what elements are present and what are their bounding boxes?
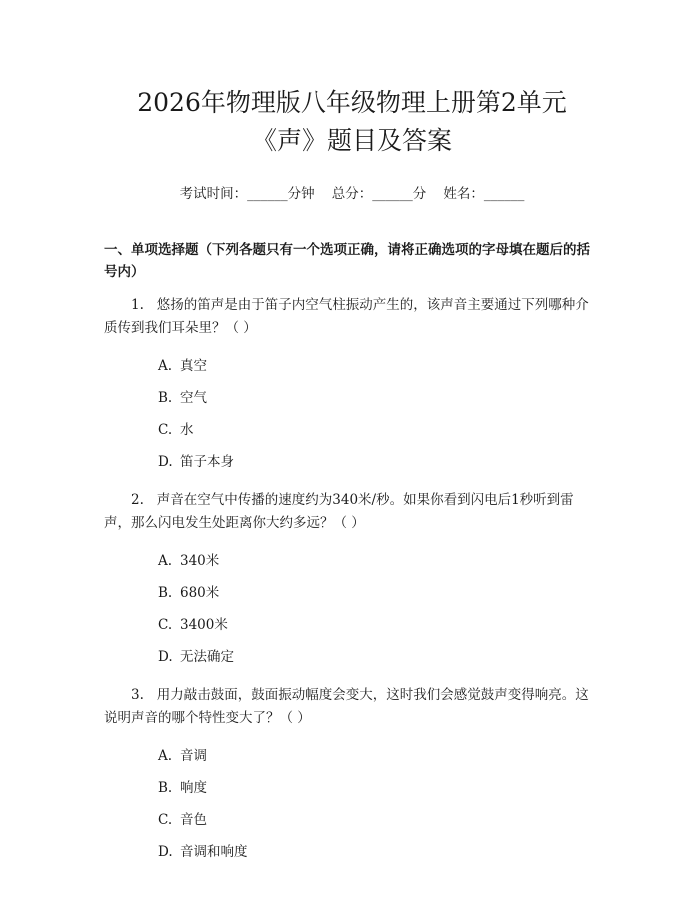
option-b [104, 382, 600, 414]
question-text [104, 684, 600, 730]
question-1 [104, 294, 600, 478]
option-c [104, 609, 600, 641]
option-a [104, 545, 600, 577]
option-text: 真空 [180, 358, 207, 374]
question-2 [104, 489, 600, 673]
option-letter: A. [158, 358, 173, 374]
question-body: 声音在空气中传播的速度约为340米/秒。如果你看到闪电后1秒听到雷声，那么闪电发生处距离你大约多远？（ ） [104, 492, 574, 531]
option-text: 响度 [180, 780, 207, 796]
option-list [104, 350, 600, 478]
option-letter: D. [158, 649, 173, 665]
option-text: 笛子本身 [180, 454, 234, 470]
option-text: 340米 [180, 553, 220, 569]
option-text: 音调和响度 [180, 844, 248, 860]
option-letter: D. [158, 844, 173, 860]
option-letter: C. [158, 812, 173, 828]
question-text [104, 489, 600, 535]
option-text: 音调 [180, 748, 207, 764]
option-letter: B. [158, 585, 173, 601]
question-body: 悠扬的笛声是由于笛子内空气柱振动产生的，该声音主要通过下列哪种介质传到我们耳朵里？（ ） [104, 297, 589, 336]
option-letter: A. [158, 748, 173, 764]
question-number: 2. [131, 492, 144, 508]
option-text: 水 [180, 422, 194, 438]
option-list [104, 545, 600, 673]
document-title-line-1: 2026年物理版八年级物理上册第2单元 [137, 88, 567, 117]
option-text: 无法确定 [180, 649, 234, 665]
option-letter: B. [158, 390, 173, 406]
option-text: 680米 [180, 585, 220, 601]
option-d [104, 446, 600, 478]
option-b [104, 772, 600, 804]
document-title-line-2: 《声》题目及答案 [251, 126, 452, 155]
option-b [104, 577, 600, 609]
exam-info-line: 考试时间：______分钟 总分：______分 姓名：______ [179, 186, 525, 202]
question-text [104, 294, 600, 340]
option-c [104, 414, 600, 446]
option-letter: D. [158, 454, 173, 470]
question-number: 3. [131, 687, 144, 703]
option-text: 3400米 [180, 617, 228, 633]
question-body: 用力敲击鼓面，鼓面振动幅度会变大，这时我们会感觉鼓声变得响亮。这说明声音的哪个特性变大了？（ ） [104, 687, 589, 726]
option-a [104, 350, 600, 382]
option-letter: B. [158, 780, 173, 796]
option-text: 音色 [180, 812, 207, 828]
option-a [104, 740, 600, 772]
option-text: 空气 [180, 390, 207, 406]
option-d [104, 836, 600, 868]
question-3 [104, 684, 600, 868]
option-letter: C. [158, 617, 173, 633]
option-c [104, 804, 600, 836]
option-d [104, 641, 600, 673]
option-letter: A. [158, 553, 173, 569]
section-heading: 一、单项选择题（下列各题只有一个选项正确，请将正确选项的字母填在题后的括号内） [104, 242, 590, 280]
question-number: 1. [131, 297, 144, 313]
option-letter: C. [158, 422, 173, 438]
option-list [104, 740, 600, 868]
